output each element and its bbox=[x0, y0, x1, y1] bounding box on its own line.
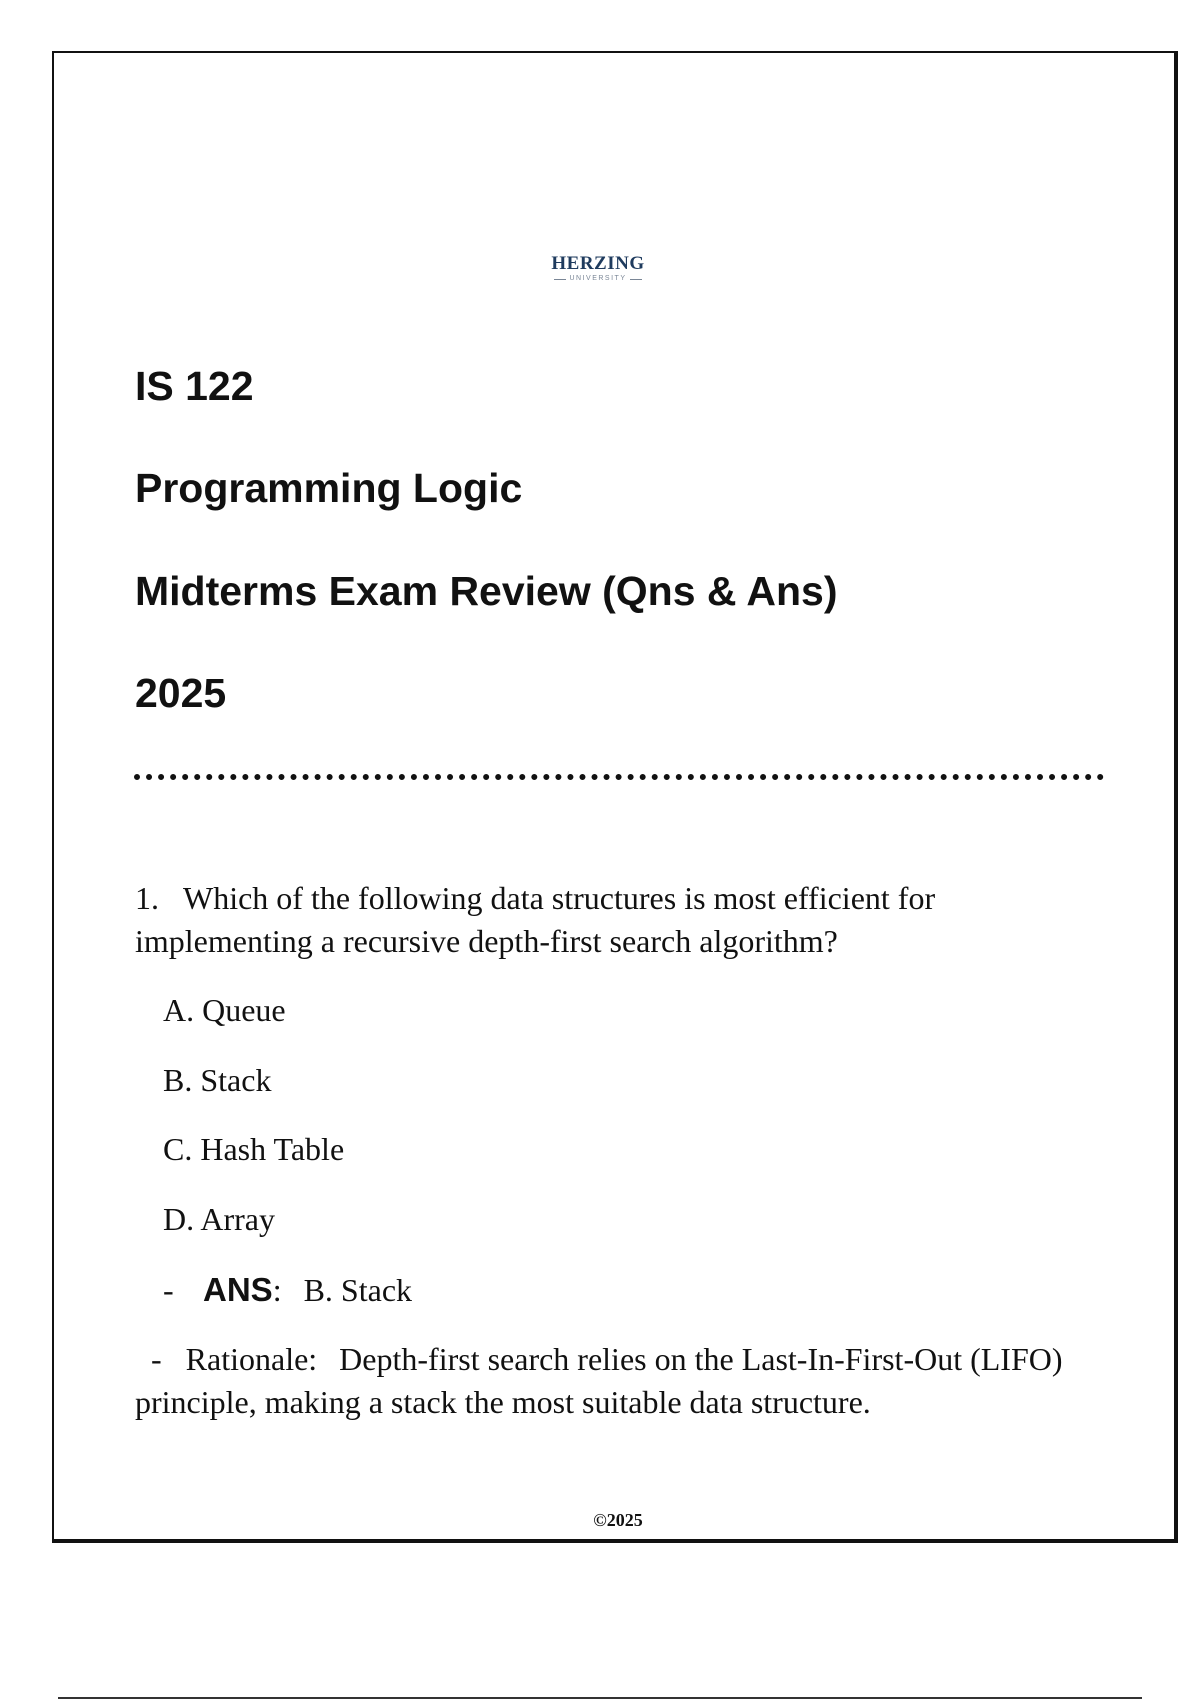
document-year: 2025 bbox=[135, 670, 227, 716]
document-title: Midterms Exam Review (Qns & Ans) bbox=[135, 568, 838, 614]
footer-copyright: ©2025 bbox=[593, 1510, 643, 1530]
answer-line bbox=[163, 1270, 412, 1310]
answer-label: ANS bbox=[203, 1271, 273, 1308]
logo-subtitle: UNIVERSITY bbox=[569, 275, 627, 282]
question-text bbox=[135, 877, 1095, 963]
option-b-text: Stack bbox=[200, 1062, 272, 1098]
logo-rule-right bbox=[630, 279, 642, 280]
logo-rule-left bbox=[554, 279, 566, 280]
course-code: IS 122 bbox=[135, 363, 254, 409]
answer-value: B. Stack bbox=[303, 1272, 413, 1308]
dotted-divider bbox=[134, 774, 1104, 780]
option-c bbox=[163, 1129, 344, 1169]
logo-wordmark: HERZING bbox=[551, 253, 645, 274]
answer-colon: : bbox=[272, 1272, 282, 1308]
option-a-letter: A. bbox=[163, 992, 195, 1028]
answer-bullet: - bbox=[163, 1272, 174, 1308]
rationale-bullet: - bbox=[151, 1341, 162, 1377]
option-a-text: Queue bbox=[202, 992, 286, 1028]
question-number: 1. bbox=[135, 880, 159, 916]
course-title: Programming Logic bbox=[135, 465, 523, 511]
option-c-text: Hash Table bbox=[200, 1131, 345, 1167]
rationale-text bbox=[135, 1338, 1095, 1424]
question-body: Which of the following data structures is most efficient for implementing a recursive depth-first search algorithm? bbox=[135, 880, 936, 959]
option-d-letter: D. bbox=[163, 1201, 195, 1237]
option-d-text: Array bbox=[200, 1201, 275, 1237]
option-b bbox=[163, 1060, 271, 1100]
logo-subtitle-row bbox=[540, 274, 656, 284]
rationale-label: Rationale: bbox=[185, 1341, 318, 1377]
next-page-edge bbox=[58, 1697, 1142, 1699]
university-logo bbox=[540, 254, 656, 290]
option-b-letter: B. bbox=[163, 1062, 193, 1098]
option-c-letter: C. bbox=[163, 1131, 193, 1167]
option-a bbox=[163, 990, 286, 1030]
option-d bbox=[163, 1199, 275, 1239]
rationale-body: Depth-first search relies on the Last-In-First-Out (LIFO) principle, making a stack the most suitable data structure. bbox=[135, 1341, 1063, 1420]
